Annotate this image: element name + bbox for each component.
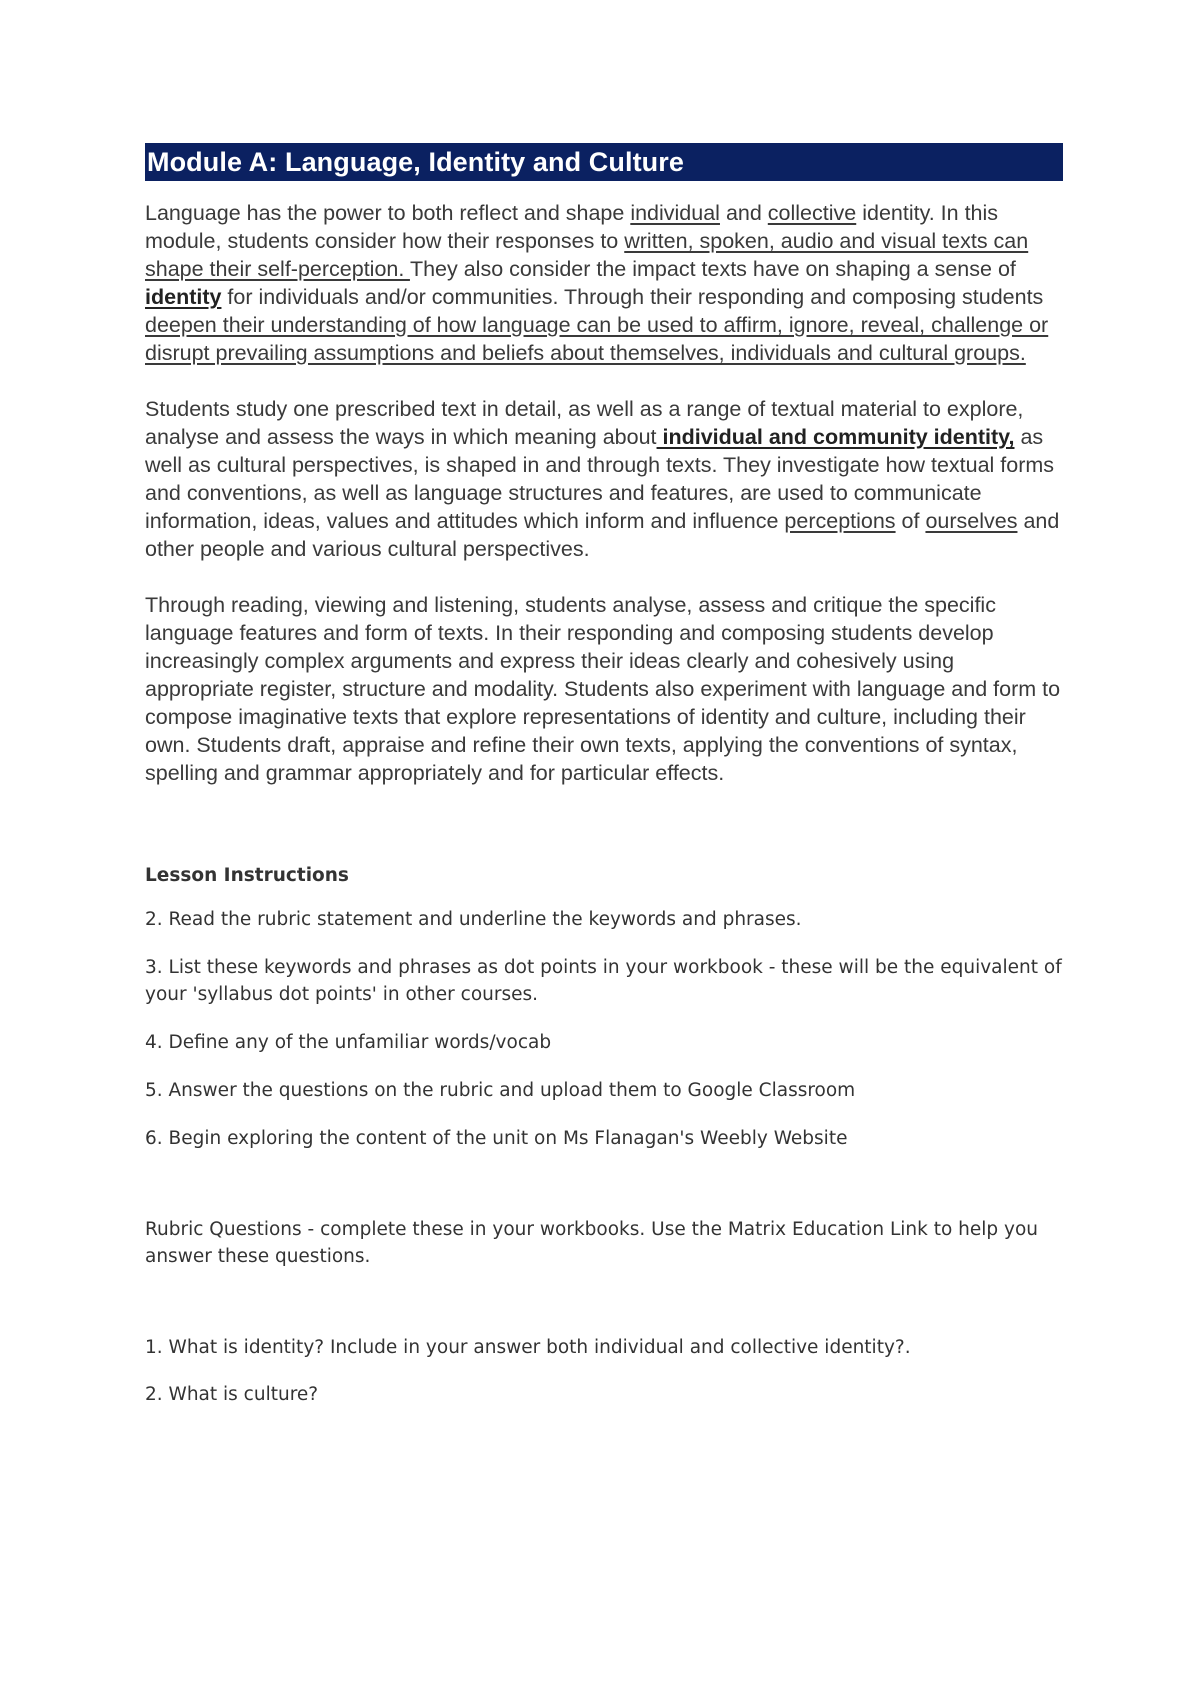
text-run: Students study one prescribed text in detail, as well as a range of textual material to explore, analyse and assess the ways in which meaning about: [145, 397, 1024, 449]
lesson-item: 4. Define any of the unfamiliar words/vocab: [145, 1032, 552, 1053]
lesson-section: [145, 865, 1063, 1408]
paragraph-study: [145, 395, 1063, 563]
lesson-item: 2. Read the rubric statement and underline the keywords and phrases.: [145, 909, 802, 930]
bold-underlined-term: identity: [145, 285, 222, 309]
rubric-question: 1. What is identity? Include in your answer both individual and collective identity?.: [145, 1337, 911, 1358]
text-run: of: [895, 509, 926, 533]
paragraph-reading: Through reading, viewing and listening, students analyse, assess and critique the specific language features and form of texts. In their responding and composing students develop increasingly complex arguments and express their ideas clearly and cohesively using appropriate register, structure and modality. Students also experiment with language and form to compose imaginative texts that explore representations of identity and culture, including their own. Students draft, appraise and refine their own texts, applying the conventions of syntax, spelling and grammar appropriately and for particular effects.: [145, 593, 1061, 785]
bold-underlined-phrase: individual and community identity,: [656, 425, 1015, 449]
text-run: as well as cultural perspectives, is shaped in and through texts. They investigate how textual forms and conventions, as well as language structures and features, are used to communicate information, ideas, values and attitudes which inform and influence: [145, 425, 1055, 533]
text-run: and other people and various cultural perspectives.: [145, 509, 1060, 561]
text-run: They also consider the impact texts have on shaping a sense of: [409, 257, 1016, 281]
text-run: Language has the power to both reflect and shape: [145, 201, 631, 225]
lesson-heading: Lesson Instructions: [145, 865, 349, 886]
document-page: [145, 143, 1063, 1408]
paragraph-intro: [145, 199, 1063, 367]
underlined-term: perceptions: [784, 509, 896, 533]
rubric-intro: Rubric Questions - complete these in your workbooks. Use the Matrix Education Link to help you answer these questions.: [145, 1219, 1039, 1267]
lesson-item: 6. Begin exploring the content of the unit on Ms Flanagan's Weebly Website: [145, 1128, 848, 1149]
rubric-question: 2. What is culture?: [145, 1384, 319, 1405]
text-run: identity. In this module, students consider how their responses to: [145, 201, 999, 253]
underlined-term: collective: [767, 201, 857, 225]
page-title: Module A: Language, Identity and Culture: [147, 146, 684, 177]
lesson-item: 3. List these keywords and phrases as dot points in your workbook - these will be the equivalent of your 'syllabus dot points' in other courses.: [145, 957, 1062, 1005]
underlined-term: individual: [630, 201, 720, 225]
underlined-phrase: written, spoken, audio and visual texts can shape their self-perception.: [145, 229, 1029, 281]
underlined-term: ourselves: [925, 509, 1018, 533]
text-run: and: [719, 201, 768, 225]
underlined-phrase: deepen their understanding of how language can be used to affirm, ignore, reveal, challenge or disrupt prevailing assumptions and beliefs about themselves, individuals and cultural groups.: [145, 313, 1049, 365]
text-run: for individuals and/or communities. Through their responding and composing students: [221, 285, 1044, 309]
title-banner: [145, 143, 1063, 181]
lesson-item: 5. Answer the questions on the rubric and upload them to Google Classroom: [145, 1080, 856, 1101]
